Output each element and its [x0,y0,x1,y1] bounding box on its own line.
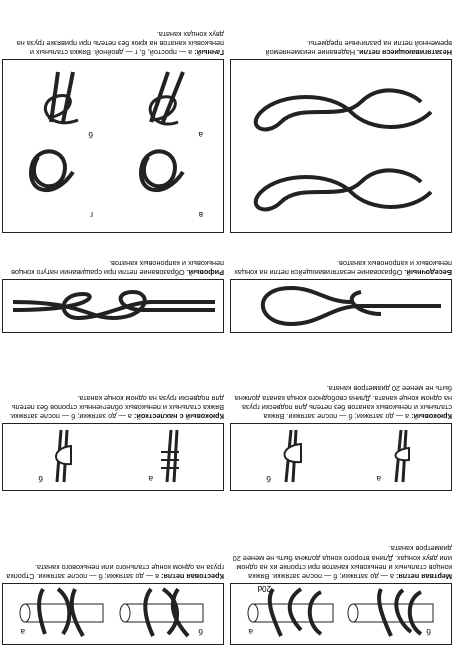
label-a: а [248,627,253,636]
hook-caption [232,384,452,421]
knot-cell-dead-loop [230,495,452,645]
caption-body: а — до затяжки; б — после затяжки. Вяжка стальных и пеньковых канатов без петель для подвески груза на одном конце каната. Длина свободного конца каната должна быть не менее 20 диаметров каната. [234,384,452,421]
caption-body: Образование незатягивающейся петли на концах пеньковых и капроновых канатов. [234,258,452,277]
knot-cell-cat-hitch [2,8,224,233]
label-b: б [88,130,93,139]
cross-loop-caption [4,563,224,581]
caption-title: Гачный: [194,48,224,57]
knot-cell-non-tightening [230,8,452,233]
caption-body: Образование петли при сращивании натуго концов пеньковых и капроновых канатов. [11,258,224,277]
reef-caption [4,259,224,277]
label-g: г [90,210,93,219]
caption-title: Крестовая петля: [161,572,224,581]
caption-title: Крюковый с нахлесткой: [133,412,224,421]
label-a: а [148,474,153,483]
cat-hitch-caption [4,29,224,57]
bowline-illustration [230,279,452,333]
caption-body: а — простой, б, г — двойной. Вяжка стальных и пеньковых канатов на крюк без петель при привязке груза на двух концах каната. [16,29,224,57]
hook-overlap-illustration [2,423,224,491]
label-a: а [198,130,203,139]
caption-body: а — до затяжки; б — после затяжки. Вяжка стальных и пеньковых облегченных стропов без петель для подвески груза на одном конце каната. [9,393,224,421]
caption-body: а — до затяжки; б — после затяжки. Вяжка концов стальных и пеньковых канатов при стропке их на одном или двух концах. Длина второго конца должна быть не менее 20 диаметров каната. [232,544,452,581]
cat-hitch-illustration [2,59,224,233]
knot-cell-reef [2,238,224,333]
caption-title: Рифовый. [186,268,224,277]
cross-loop-illustration [2,583,224,645]
bowline-caption [232,259,452,277]
non-tightening-caption [232,39,452,57]
caption-title: Мертвая петля: [396,572,452,581]
knot-cell-cross-loop [2,495,224,645]
reef-illustration [2,279,224,333]
caption-title: Крюковый: [411,412,452,421]
dead-loop-illustration [230,583,452,645]
label-b: б [266,474,271,483]
dead-loop-caption [232,544,452,581]
non-tightening-illustration [230,59,452,233]
hook-illustration [230,423,452,491]
knot-cell-hook [230,341,452,491]
hook-overlap-caption [4,393,224,421]
knot-cell-hook-overlap [2,341,224,491]
label-20d: 20d [257,584,271,593]
caption-body: а — до затяжки; б — после затяжки. Стропка груза на одном конце стального или пенькового каната. [6,562,224,581]
label-a: а [20,627,25,636]
label-b: б [198,627,203,636]
caption-body: Надевание неизменяемой временной петли на различные предметы. [265,38,452,57]
label-a: а [376,474,381,483]
label-v: в [198,210,203,219]
caption-title: Беседочный. [404,268,452,277]
label-b: б [426,627,431,636]
caption-title: Незатягивающиеся петли. [357,48,452,57]
knot-cell-bowline [230,238,452,333]
label-b: б [38,474,43,483]
